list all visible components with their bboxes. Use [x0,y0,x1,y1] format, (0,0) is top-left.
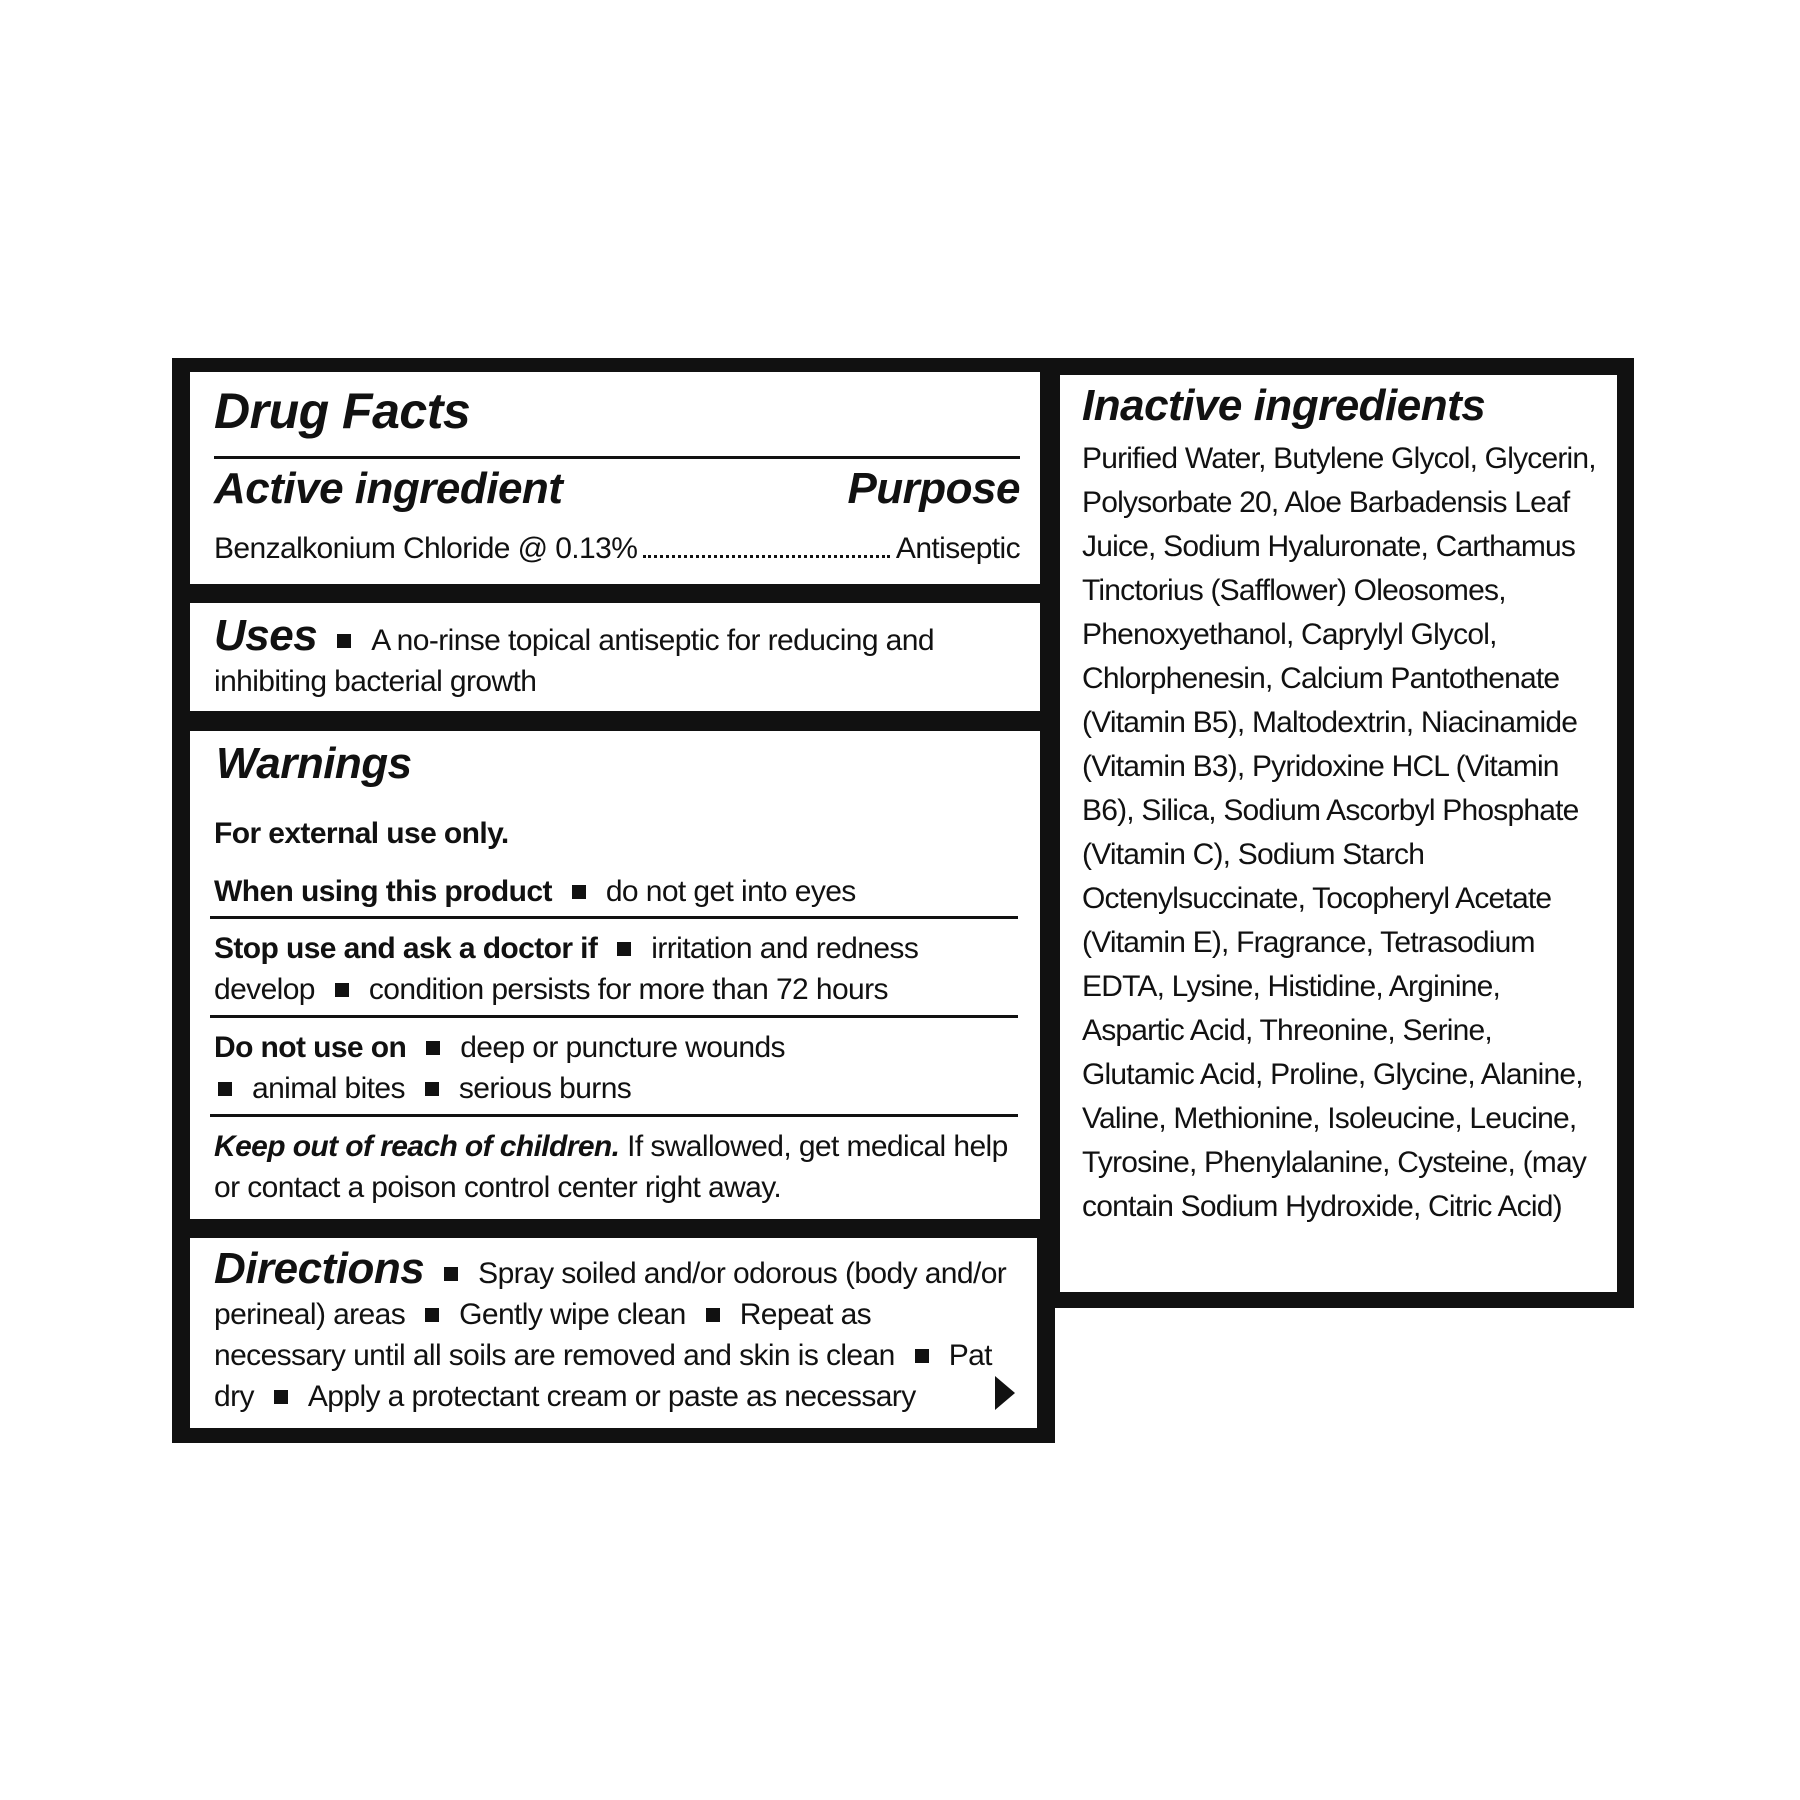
uses-text: A no-rinse topical antiseptic for reducing and inhibiting bacterial growth [214,624,934,698]
bullet-square-icon [572,885,586,899]
direction-item: Apply a protectant cream or paste as necessary [307,1380,916,1413]
inactive-ingredients-panel [1060,375,1617,1292]
keep-out-label: Keep out of reach of children. [214,1130,620,1163]
directions-panel [190,1238,1037,1428]
bullet-square-icon [426,1041,440,1055]
stop-use-item: condition persists for more than 72 hours [368,973,888,1006]
keep-out-of-reach-warning [214,1126,1014,1208]
direction-item: Spray soiled and/or odorous (body and/or perineal) areas [214,1257,1007,1331]
active-ingredient-row [214,532,1020,566]
title-divider [214,456,1020,459]
external-use-only: For external use only. [214,817,509,850]
warnings-divider [210,1114,1018,1117]
bullet-square-icon [706,1308,720,1322]
do-not-use-label: Do not use on [214,1031,407,1064]
drug-facts-title: Drug Facts [214,383,471,439]
warnings-heading: Warnings [216,739,412,788]
stop-use-item: irritation and redness develop [214,932,919,1006]
active-ingredient-value: Benzalkonium Chloride @ 0.13% [214,532,638,565]
do-not-use-warning [214,1027,1014,1109]
stop-use-warning [214,928,1014,1010]
do-not-use-item: serious burns [458,1072,632,1105]
bullet-square-icon [425,1082,439,1096]
active-ingredient-heading: Active ingredient [214,464,563,513]
directions-heading: Directions [214,1244,425,1293]
active-ingredient-panel [190,372,1040,584]
when-using-warning [214,871,1014,912]
continue-arrow-icon [995,1376,1015,1410]
inactive-ingredients-list: Purified Water, Butylene Glycol, Glycerin, Polysorbate 20, Aloe Barbadensis Leaf Juice, Sodium Hyaluronate, Carthamus Tinctorius (Safflower) Oleosomes, Phenoxyethanol, Caprylyl Glycol, Chlorphenesin, Calcium Pantothenate (Vitamin B5), Maltodextrin, Niacinamide (Vitamin B3), Pyridoxine HCL (Vitamin B6), Silica, Sodium Ascorbyl Phosphate (Vitamin C), Sodium Starch Octenylsuccinate, Tocopheryl Acetate (Vitamin E), Fragrance, Tetrasodium EDTA, Lysine, Histidine, Arginine, Aspartic Acid, Threonine, Serine, Glutamic Acid, Proline, Glycine, Alanine, Valine, Methionine, Isoleucine, Leucine, Tyrosine, Phenylalanine, Cysteine, (may contain Sodium Hydroxide, Citric Acid) [1082,442,1596,1223]
purpose-value: Antiseptic [895,532,1020,565]
direction-item: Gently wipe clean [459,1298,686,1331]
bullet-square-icon [915,1349,929,1363]
warnings-panel [190,731,1040,1219]
warnings-divider [210,1015,1018,1018]
do-not-use-item: deep or puncture wounds [460,1031,785,1064]
bullet-square-icon [218,1082,232,1096]
when-using-label: When using this product [214,875,552,908]
stop-use-label: Stop use and ask a doctor if [214,932,598,965]
direction-item: Pat dry [214,1339,992,1413]
drug-facts-label [172,358,1634,1443]
inactive-ingredients-heading: Inactive ingredients [1082,381,1486,430]
bullet-square-icon [425,1308,439,1322]
purpose-heading: Purpose [847,464,1020,513]
bullet-square-icon [337,634,351,648]
bullet-square-icon [444,1267,458,1281]
when-using-item: do not get into eyes [605,875,856,908]
uses-panel [190,603,1040,711]
warnings-divider [210,916,1018,919]
do-not-use-item: animal bites [252,1072,405,1105]
bullet-square-icon [617,942,631,956]
keep-out-text: If swallowed, get medical help or contact a poison control center right away. [214,1130,1008,1204]
uses-heading: Uses [214,611,318,660]
direction-item: Repeat as necessary until all soils are removed and skin is clean [214,1298,895,1372]
bullet-square-icon [335,983,349,997]
bullet-square-icon [274,1390,288,1404]
dot-leader [643,555,890,558]
